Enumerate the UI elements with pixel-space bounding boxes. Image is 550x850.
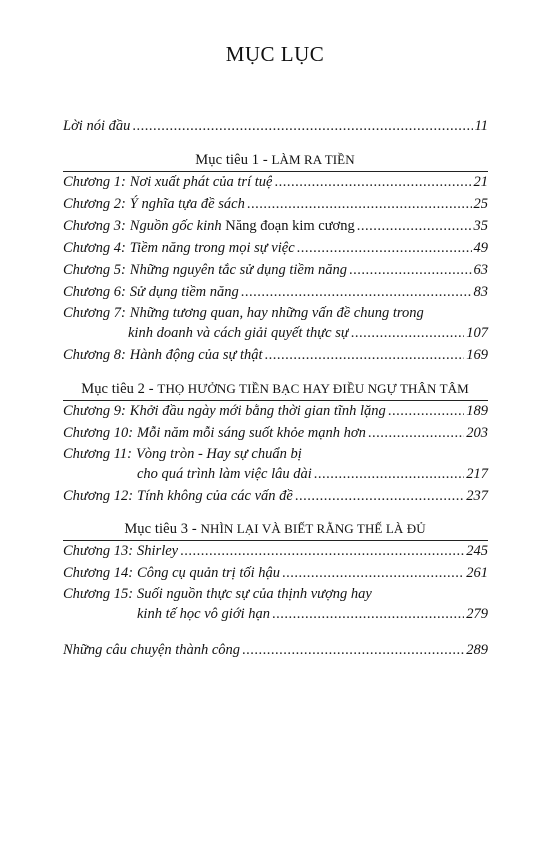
toc-entry-chapter-11-line-1: Chương 11: Vòng tròn - Hay sự chuẩn bị [63,446,302,462]
leader-dots [314,464,464,484]
toc-entry-chapter-11: cho quá trình làm việc lâu dài ..... 217 [137,464,488,484]
entry-title: Lời nói đầu [63,118,131,134]
toc-entry-chapter-15-line-1: Chương 15: Suối nguồn thực sự của thịnh vượng hay [63,586,372,602]
leader-dots [368,423,464,443]
page-title: MỤC LỤC [225,42,325,66]
toc-entry-chapter-7: kinh doanh và cách giải quyết thực sự ..... 107 [128,323,488,343]
leader-dots [349,260,472,280]
toc-entry-chapter-6: Chương 6: Sử dụng tiềm năng ..... 83 [63,282,488,302]
leader-dots [388,401,464,421]
toc-entry-success-stories: Những câu chuyện thành công ..... 289 [63,640,488,660]
toc-entry-chapter-3: Chương 3: Nguồn gốc kinh Năng đoạn kim cương ..... 35 [63,216,488,236]
toc-entry-chapter-9: Chương 9: Khởi đầu ngày mới bằng thời gian tĩnh lặng ..... 189 [63,401,488,421]
toc-entry-chapter-4: Chương 4: Tiềm năng trong mọi sự việc ..... 49 [63,238,488,258]
leader-dots [180,541,464,561]
leader-dots [272,604,464,624]
section-heading-goal-2: Mục tiêu 2 - THỌ HƯỞNG TIỀN BẠC HAY ĐIỀU NGỰ THÂN TÂM [81,381,469,397]
leader-dots [295,486,464,506]
toc-entry-chapter-12: Chương 12: Tính không của các vấn đề ..... 237 [63,486,488,506]
toc-entry-chapter-7-line-1: Chương 7: Những tương quan, hay những vấn đề chung trong [63,305,424,321]
section-heading-goal-1: Mục tiêu 1 - LÀM RA TIỀN [195,152,355,168]
leader-dots [247,194,472,214]
toc-entry-chapter-1: Chương 1: Nơi xuất phát của trí tuệ ..... 21 [63,172,488,192]
toc-entry-chapter-8: Chương 8: Hành động của sự thật ..... 169 [63,345,488,365]
toc-entry-chapter-13: Chương 13: Shirley ..... 245 [63,541,488,561]
section-heading-goal-3: Mục tiêu 3 - NHÌN LẠI VÀ BIẾT RẰNG THẾ LÀ ĐỦ [124,521,426,537]
leader-dots [242,640,464,660]
toc-entry-chapter-14: Chương 14: Công cụ quản trị tối hậu ..... 261 [63,563,488,583]
leader-dots [241,282,472,302]
leader-dots [297,238,472,258]
toc-entry-chapter-2: Chương 2: Ý nghĩa tựa đề sách ..... 25 [63,194,488,214]
toc-entry-chapter-15: kinh tế học vô giới hạn ..... 279 [137,604,488,624]
leader-dots [357,216,472,236]
toc-entry-intro [63,116,488,136]
entry-page: 11 [474,118,488,134]
leader-dots [351,323,464,343]
leader-dots [282,563,464,583]
toc-entry-chapter-5: Chương 5: Những nguyên tắc sử dụng tiềm năng ..... 63 [63,260,488,280]
leader-dots [274,172,471,192]
leader-dots [132,116,472,136]
leader-dots [265,345,465,365]
toc-entry-chapter-10: Chương 10: Mỗi năm mỗi sáng suốt khỏe mạnh hơn ..... 203 [63,423,488,443]
